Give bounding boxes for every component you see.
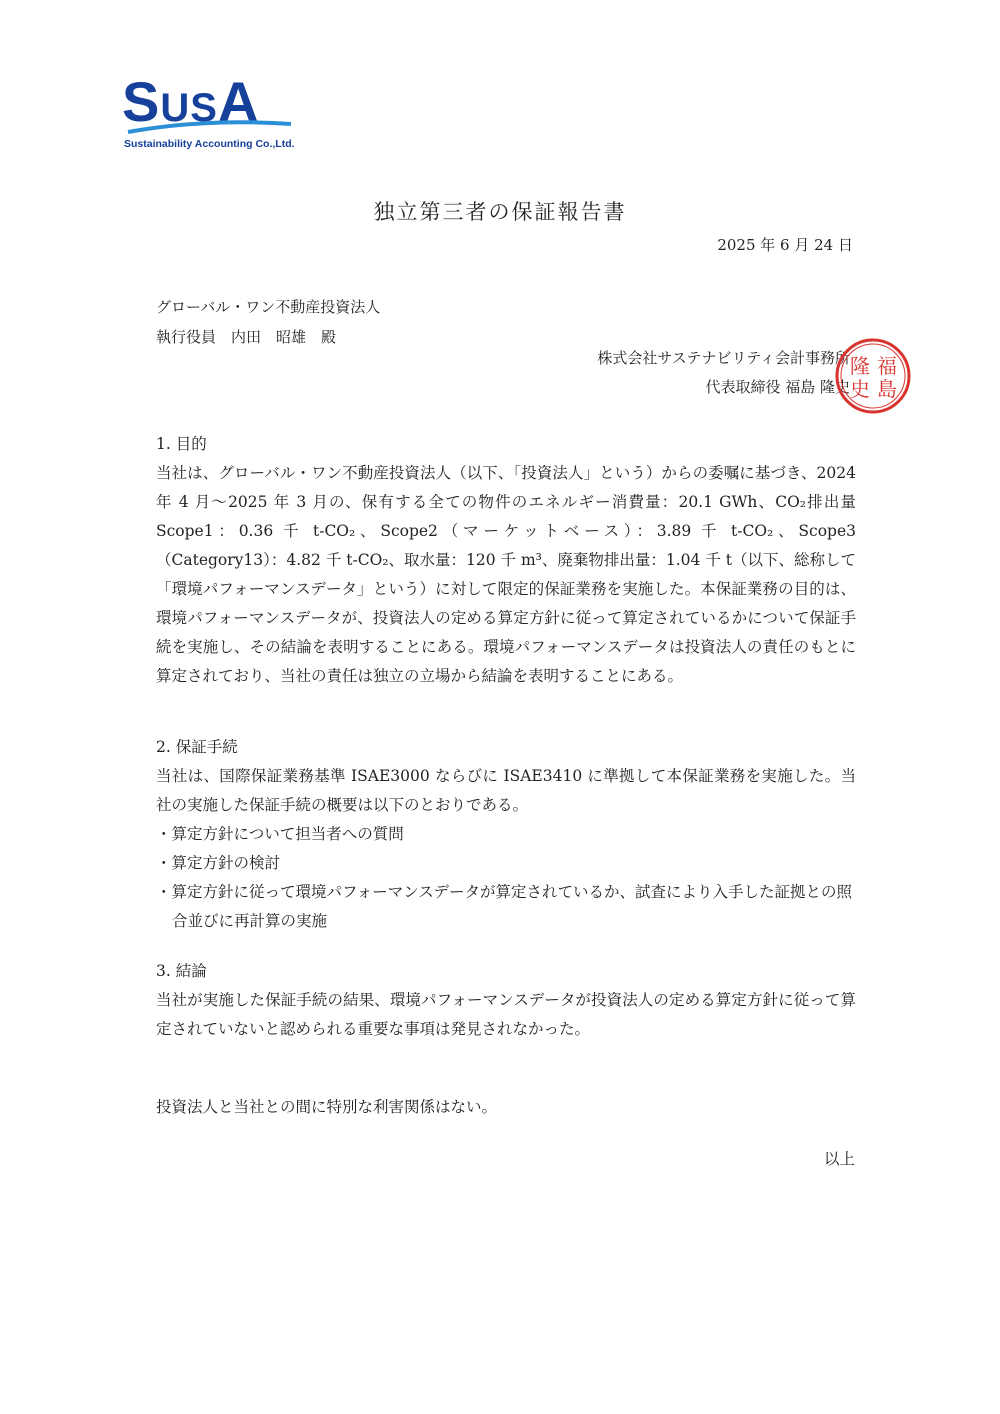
section-heading-purpose: 1. 目的 [156,435,207,453]
logo-swoosh-icon [126,116,296,138]
section-body-conclusion: 当社が実施した保証手続の結果、環境パフォーマンスデータが投資法人の定める算定方針に従って算定されていないと認められる重要な事項は発見されなかった。 [156,991,856,1038]
logo-letter-1: S [122,70,161,133]
svg-text:島: 島 [877,377,897,401]
page-title: 独立第三者の保証報告書 [373,200,627,224]
list-item: ・算定方針について担当者への質問 [156,825,404,843]
section-conclusion [156,957,856,1044]
section-body-purpose: 当社は、グローバル・ワン不動産投資法人（以下、「投資法人」という）からの委嘱に基づき、2024 年 4 月～2025 年 3 月の、保有する全ての物件のエネルギー消費量：20.1 GWh、CO₂排出量 Scope1：0.36 千 t-CO₂、Scope2（マーケットベース）：3.89 千 t-CO₂、Scope3（Category13）：4.82 千 t-CO₂、取水量：120 千 m³、廃棄物排出量：1.04 千 t（以下、総称して「環境パフォーマンスデータ」という）に対して限定的保証業務を実施した。本保証業務の目的は、環境パフォーマンスデータが、投資法人の定める算定方針に従って算定されているかについて保証手続を実施し、その結論を表明することにある。環境パフォーマンスデータは投資法人の責任のもとに算定されており、当社の責任は独立の立場から結論を表明することにある。 [156,464,856,685]
report-date: 2025 年 6 月 24 日 [717,236,853,254]
logo-letter-4: A [217,70,260,133]
logo-letter-3: S [190,86,218,130]
seal-stamp-icon [833,336,913,416]
section-body-procedures: 当社は、国際保証業務基準 ISAE3000 ならびに ISAE3410 に準拠して本保証業務を実施した。当社の実施した保証手続の概要は以下のとおりである。 [156,767,856,814]
addressee-company: グローバル・ワン不動産投資法人 [156,298,381,316]
section-purpose [156,430,856,691]
svg-text:史: 史 [850,377,870,401]
svg-text:福: 福 [877,354,897,378]
logo-letter-2: U [160,86,191,130]
issuer-company: 株式会社サステナビリティ会計事務所 [597,349,850,367]
independence-statement: 投資法人と当社との間に特別な利害関係はない。 [156,1098,498,1116]
issuer-person: 代表取締役 福島 隆史 [705,378,850,396]
logo-company-name: Sustainability Accounting Co.,Ltd. [124,138,295,150]
issuer [597,344,850,402]
company-logo [122,70,297,160]
section-heading-procedures: 2. 保証手続 [156,738,238,756]
section-procedures [156,733,856,936]
addressee-person: 執行役員 内田 昭雄 殿 [156,328,337,346]
list-item: ・算定方針の検討 [156,854,281,872]
procedure-list [156,820,856,936]
addressee [156,292,380,352]
closing-mark: 以上 [823,1150,855,1168]
list-item: ・算定方針に従って環境パフォーマンスデータが算定されているか、試査により入手した証拠との照合並びに再計算の実施 [156,883,852,930]
section-heading-conclusion: 3. 結論 [156,962,207,980]
svg-text:隆: 隆 [850,354,870,378]
